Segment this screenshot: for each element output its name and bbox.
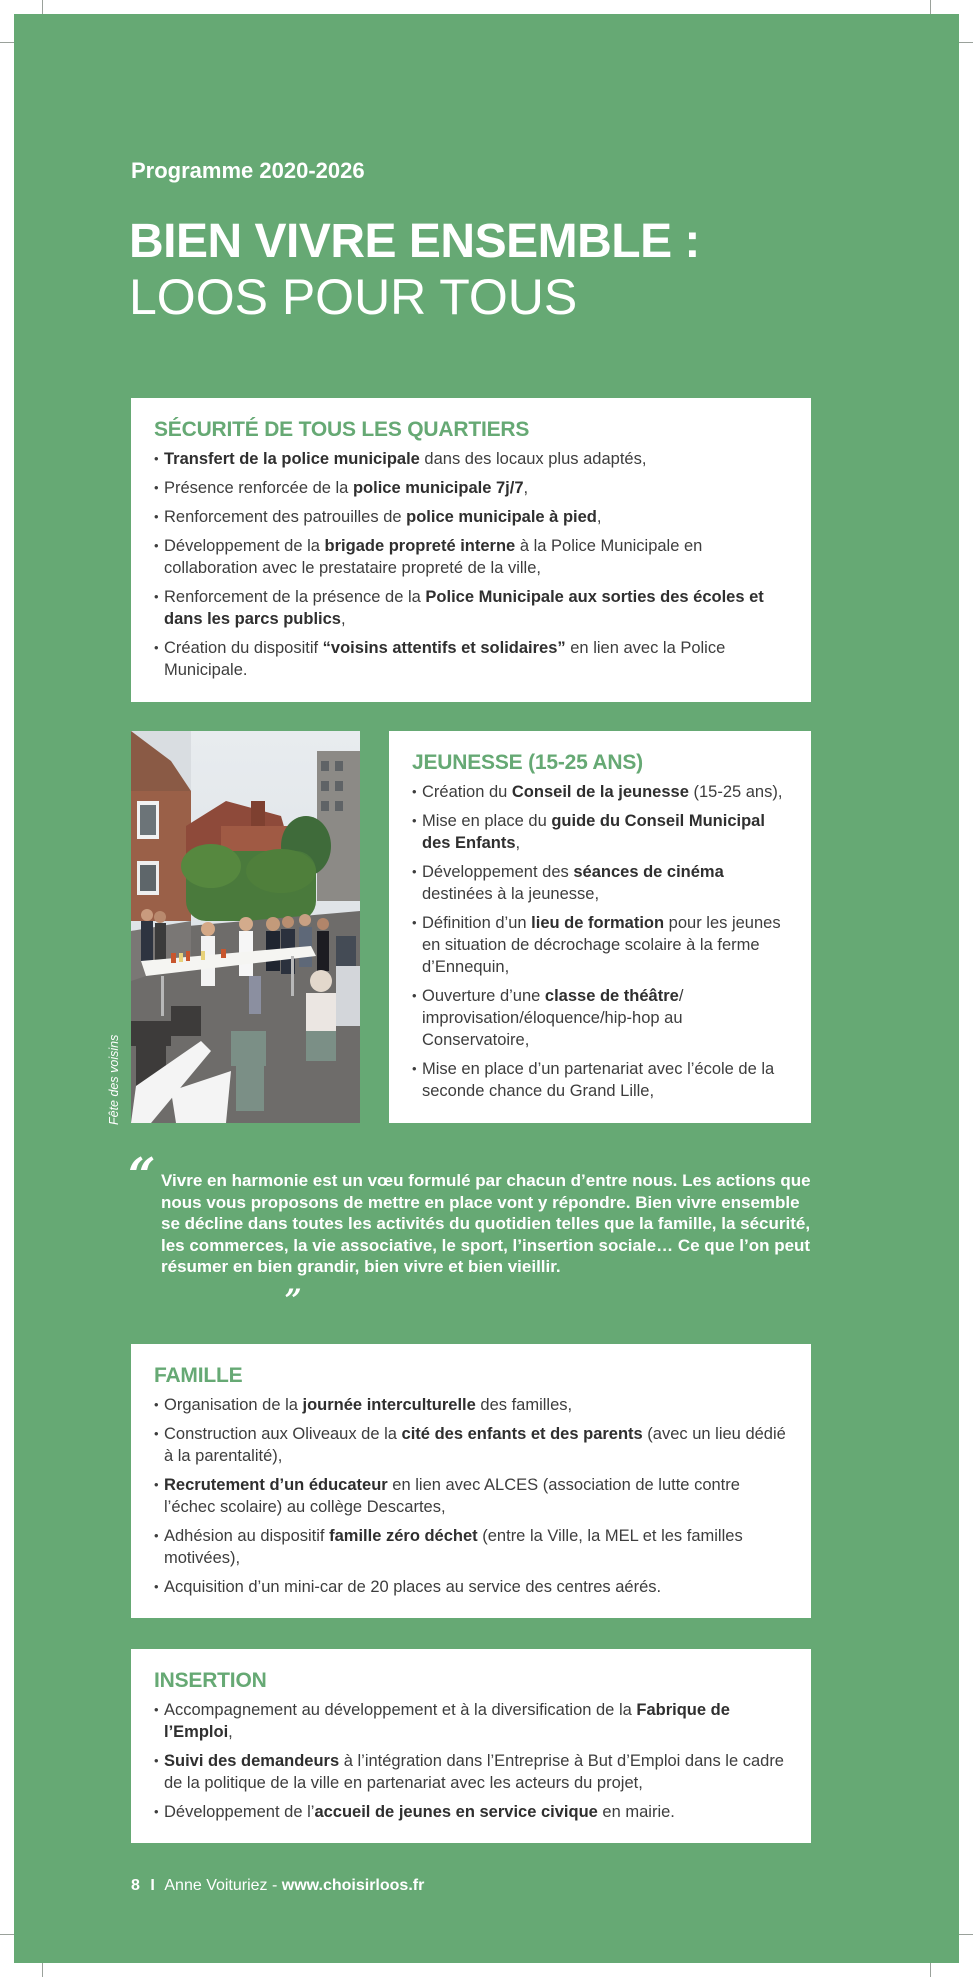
- section-heading: INSERTION: [154, 1669, 267, 1692]
- bullet-text: Accompagnement au développement et à la diversification de la: [164, 1701, 637, 1719]
- bullet-text: à la Police Municipale en collaboration avec le prestataire propreté de la ville,: [164, 537, 703, 577]
- bullet-text: ,: [515, 834, 521, 852]
- bullet-text: Développement des: [422, 863, 574, 881]
- page-footer: [131, 1877, 424, 1895]
- bullet-item: [154, 1474, 789, 1518]
- footer-author: Anne Voituriez -: [164, 1877, 282, 1894]
- bullet-text: Développement de la: [164, 537, 325, 555]
- bullet-item: [154, 1801, 789, 1823]
- bullet-bold-text: Suivi des demandeurs: [164, 1752, 340, 1770]
- bullet-text: Ouverture d’une: [422, 987, 545, 1005]
- bullet-item: [154, 1576, 789, 1598]
- bullet-text: Définition d’un: [422, 914, 532, 932]
- bullet-text: Renforcement des patrouilles de: [164, 508, 407, 526]
- bullet-text: pour les jeunes en situation de décrochage scolaire à la ferme d’Ennequin,: [422, 914, 781, 976]
- bullet-text: Construction aux Oliveaux de la: [164, 1425, 402, 1443]
- program-label: Programme 2020-2026: [131, 158, 365, 183]
- bullet-text: Mise en place du: [422, 812, 552, 830]
- bullet-item: [412, 861, 789, 905]
- bullet-text: Acquisition d’un mini-car de 20 places au service des centres aérés.: [164, 1578, 662, 1596]
- footer-website-link[interactable]: www.choisirloos.fr: [281, 1877, 425, 1894]
- bullet-text: destinées à la jeunesse,: [422, 885, 600, 903]
- open-quote-mark: “: [128, 1148, 156, 1204]
- bullet-bold-text: lieu de formation: [531, 914, 665, 932]
- bullet-text: Mise en place d’un partenariat avec l’école de la seconde chance du Grand Lille,: [422, 1060, 775, 1100]
- bullet-text: ,: [228, 1723, 233, 1741]
- bullet-text: Développement de l’: [164, 1803, 315, 1821]
- bullet-item: [154, 1699, 789, 1743]
- close-quote-mark: „: [285, 1266, 303, 1301]
- bullet-bold-text: accueil de jeunes en service civique: [314, 1803, 598, 1821]
- bullet-text: en mairie.: [597, 1803, 675, 1821]
- bullet-bold-text: guide du Conseil Municipal des Enfants: [422, 812, 765, 852]
- bullet-bold-text: Police Municipale aux sorties des écoles et dans les parcs publics: [164, 588, 764, 628]
- bullet-bold-text: classe de théâtre: [544, 987, 679, 1005]
- section-heading: JEUNESSE (15-25 ANS): [412, 751, 643, 774]
- bullet-bold-text: cité des enfants et des parents: [401, 1425, 643, 1443]
- bullet-bold-text: police municipale 7j/7: [352, 479, 524, 497]
- quote-text: Vivre en harmonie est un vœu formulé par chacun d’entre nous. Les actions que nous vous proposons de mettre en place vont y répondre. Bien vivre ensemble se décline dans toutes les activités du quotidien telles que la famille, la sécurité, les commerces, la vie associative, le sport, l’insertion sociale… Ce que l’on peut résumer en bien grandir, bien vivre et bien vieillir.: [161, 1171, 811, 1276]
- bullet-item: [154, 506, 789, 528]
- bullet-text: des familles,: [475, 1396, 573, 1414]
- bullet-text: à l’intégration dans l’Entreprise à But d’Emploi dans le cadre de la politique de la ville en partenariat avec les acteurs du projet,: [164, 1752, 784, 1792]
- bullet-text: Création du dispositif: [164, 639, 323, 657]
- bullet-item: [154, 477, 789, 499]
- bullet-bold-text: Conseil de la jeunesse: [511, 783, 689, 801]
- bullet-bold-text: journée interculturelle: [302, 1396, 476, 1414]
- bullet-item: [154, 637, 789, 681]
- page-number: 8: [131, 1877, 140, 1894]
- bullet-text: (avec un lieu dédié à la parentalité),: [164, 1425, 786, 1465]
- section-insertion: [131, 1649, 811, 1843]
- bullet-list: [154, 1699, 789, 1823]
- bullet-item: [154, 1423, 789, 1467]
- bullet-text: ,: [341, 610, 346, 628]
- section-jeunesse: [389, 731, 811, 1123]
- street-party-photo: [131, 731, 360, 1123]
- bullet-item: [154, 448, 789, 470]
- bullet-bold-text: famille zéro déchet: [329, 1527, 478, 1545]
- page-title: [129, 215, 700, 325]
- bullet-text: ,: [596, 508, 602, 526]
- bullet-item: [154, 586, 789, 630]
- section-famille: [131, 1344, 811, 1618]
- bullet-text: (entre la Ville, la MEL et les familles motivées),: [164, 1527, 743, 1567]
- bullet-text: en lien avec ALCES (association de lutte contre l’échec scolaire) au collège Descartes,: [164, 1476, 740, 1516]
- bullet-list: [154, 1394, 789, 1598]
- photo-fete-des-voisins: [131, 731, 360, 1123]
- bullet-item: [412, 912, 789, 978]
- bullet-list: [154, 448, 789, 681]
- section-heading: SÉCURITÉ DE TOUS LES QUARTIERS: [154, 418, 530, 441]
- title-line-1: BIEN VIVRE ENSEMBLE :: [129, 215, 700, 268]
- footer-separator: I: [150, 1877, 155, 1894]
- bullet-text: (15-25 ans),: [688, 783, 783, 801]
- section-securite: [131, 398, 811, 702]
- title-line-2: LOOS POUR TOUS: [129, 268, 578, 325]
- bullet-bold-text: séances de cinéma: [573, 863, 724, 881]
- bullet-text: Présence renforcée de la: [164, 479, 353, 497]
- bullet-text: ,: [523, 479, 529, 497]
- bullet-item: [154, 535, 789, 579]
- bullet-bold-text: Fabrique de l’Emploi: [164, 1701, 730, 1741]
- section-heading: FAMILLE: [154, 1364, 243, 1387]
- bullet-text: / improvisation/éloquence/hip-hop au Conservatoire,: [422, 987, 684, 1049]
- bullet-text: Adhésion au dispositif: [164, 1527, 330, 1545]
- bullet-text: en lien avec la Police Municipale.: [164, 639, 726, 679]
- photo-caption: Fête des voisins: [107, 1034, 121, 1125]
- bullet-item: [154, 1394, 789, 1416]
- bullet-bold-text: Transfert de la police municipale: [164, 450, 420, 468]
- bullet-item: [154, 1750, 789, 1794]
- bullet-list: [412, 781, 789, 1102]
- bullet-bold-text: “voisins attentifs et solidaires”: [322, 639, 566, 657]
- bullet-text: dans des locaux plus adaptés,: [419, 450, 647, 468]
- bullet-item: [412, 985, 789, 1051]
- bullet-text: Renforcement de la présence de la: [164, 588, 426, 606]
- bullet-item: [412, 810, 789, 854]
- bullet-bold-text: Recrutement d’un éducateur: [164, 1476, 388, 1494]
- bullet-text: Création du: [422, 783, 512, 801]
- bullet-bold-text: brigade propreté interne: [324, 537, 516, 555]
- bullet-item: [154, 1525, 789, 1569]
- bullet-bold-text: police municipale à pied: [406, 508, 597, 526]
- bullet-item: [412, 781, 789, 803]
- bullet-item: [412, 1058, 789, 1102]
- bullet-text: Organisation de la: [164, 1396, 303, 1414]
